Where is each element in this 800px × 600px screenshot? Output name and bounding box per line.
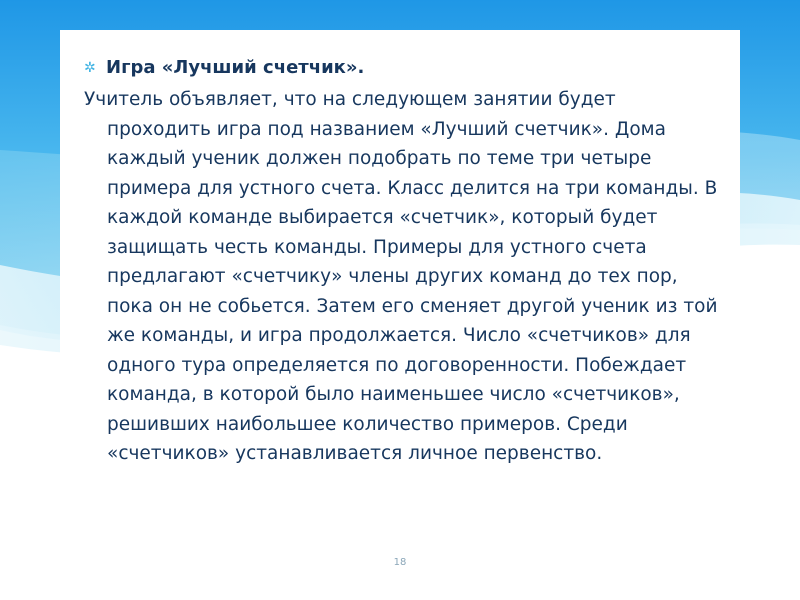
bullet-star-icon: ✲ (84, 60, 96, 76)
slide-body-text: Учитель объявляет, что на следующем занятии будет проходить игра под названием «Лучший счетчик». Дома каждый ученик должен подобрать по теме три четыре примера для устного счета. Класс делится на три команды. В каждой команде выбирается «счетчик», который будет защищать честь команды. Примеры для устного счета предлагают «счетчику» члены других команд до тех пор, пока он не собьется. Затем его сменяет другой ученик из той же команды, и игра продолжается. Число «счетчиков» для одного тура определяется по договоренности. Побеждает команда, в которой было наименьшее число «счетчиков», решивших наибольшее количество примеров. Среди «счетчиков» устанавливается личное первенство. (84, 89, 718, 464)
page-number: 18 (393, 557, 407, 568)
text-content (84, 54, 724, 469)
heading-line (84, 54, 724, 83)
slide-heading: Игра «Лучший счетчик». (106, 57, 365, 78)
